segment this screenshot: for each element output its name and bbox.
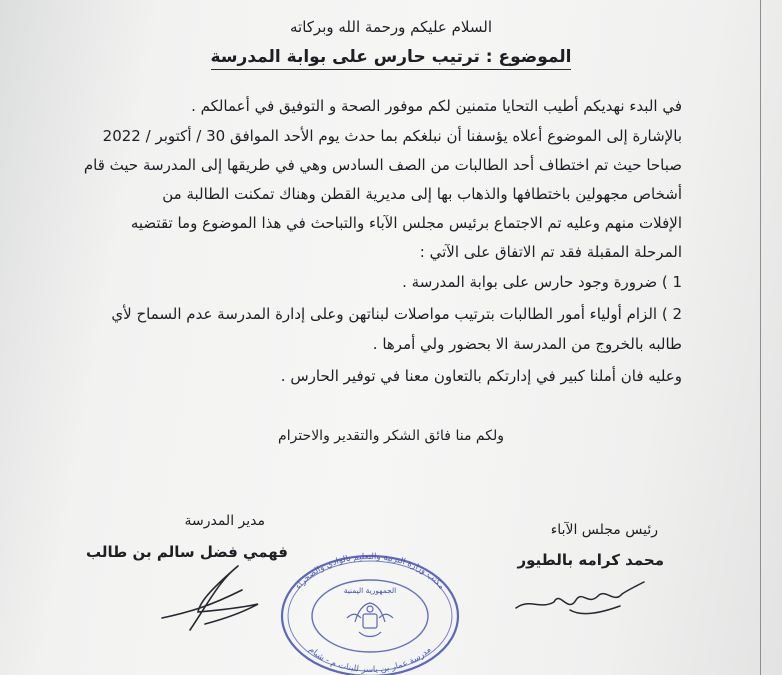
- stamp-top-text: الجمهورية اليمنية: [343, 586, 397, 595]
- stamp-bottom-text: مدرسة عمار بن ياسر للبنات م - شبام: [306, 644, 434, 675]
- subject-text: الموضوع : ترتيب حارس على بوابة المدرسة: [211, 47, 572, 70]
- body-line-3: صباحا حيث تم اختطاف أحد الطالبات من الصف السادس وهي في طريقها إلى المدرسة حيث قام: [83, 156, 682, 174]
- parents-council-name: محمد كرامه بالطيور: [517, 551, 664, 569]
- eagle-emblem-icon: [347, 603, 393, 637]
- body-line-9: طالبه بالخروج من المدرسة الا بحضور ولي أمرها .: [372, 335, 682, 353]
- closing-line: ولكم منا فائق الشكر والتقدير والاحترام: [278, 428, 504, 444]
- body-line-6: المرحلة المقبلة فقد تم الاتفاق على الآتي :: [419, 243, 682, 261]
- stamp-ring-text: مكتب وزارة التربية والتعليم بالوادي والصحراء: [293, 551, 447, 592]
- subject-line: [0, 47, 782, 67]
- greeting: السلام عليكم ورحمة الله وبركاته: [290, 18, 492, 36]
- school-stamp: [277, 548, 463, 675]
- svg-text:مدرسة عمار بن ياسر للبنات م -: [307, 645, 434, 675]
- body-line-10: وعليه فان أملنا كبير في إدارتكم بالتعاون معنا في توفير الحارس .: [280, 367, 682, 385]
- body-line-5: الإفلات منهم وعليه تم الاجتماع برئيس مجلس الآباء والتباحث في هذا الموضوع وما تقتضيه: [130, 214, 682, 232]
- body-line-1: في البدء نهديكم أطيب التحايا متمنين لكم موفور الصحة و التوفيق في أعمالكم .: [191, 97, 682, 115]
- body-line-4: أشخاص مجهولين باختطافها والذهاب بها إلى مديرية القطن وهناك تمكنت الطالبة من: [162, 185, 682, 203]
- principal-signature: [150, 560, 280, 635]
- principal-name: فهمي فضل سالم بن طالب: [85, 543, 288, 561]
- list-item-2: 2 ) الزام أولياء أمور الطالبات بترتيب مواصلات لبناتهن وعلى إدارة المدرسة عدم السماح لأي: [111, 305, 682, 323]
- parents-council-title: رئيس مجلس الآباء: [550, 522, 658, 538]
- body-line-2: بالإشارة إلى الموضوع أعلاه يؤسفنا أن نبلغكم بما حدث يوم الأحد الموافق 30 / أكتوبر / 2022: [102, 127, 682, 145]
- parents-council-signature: [510, 580, 650, 620]
- principal-title: مدير المدرسة: [184, 513, 265, 529]
- list-item-1: 1 ) ضرورة وجود حارس على بوابة المدرسة .: [402, 273, 682, 291]
